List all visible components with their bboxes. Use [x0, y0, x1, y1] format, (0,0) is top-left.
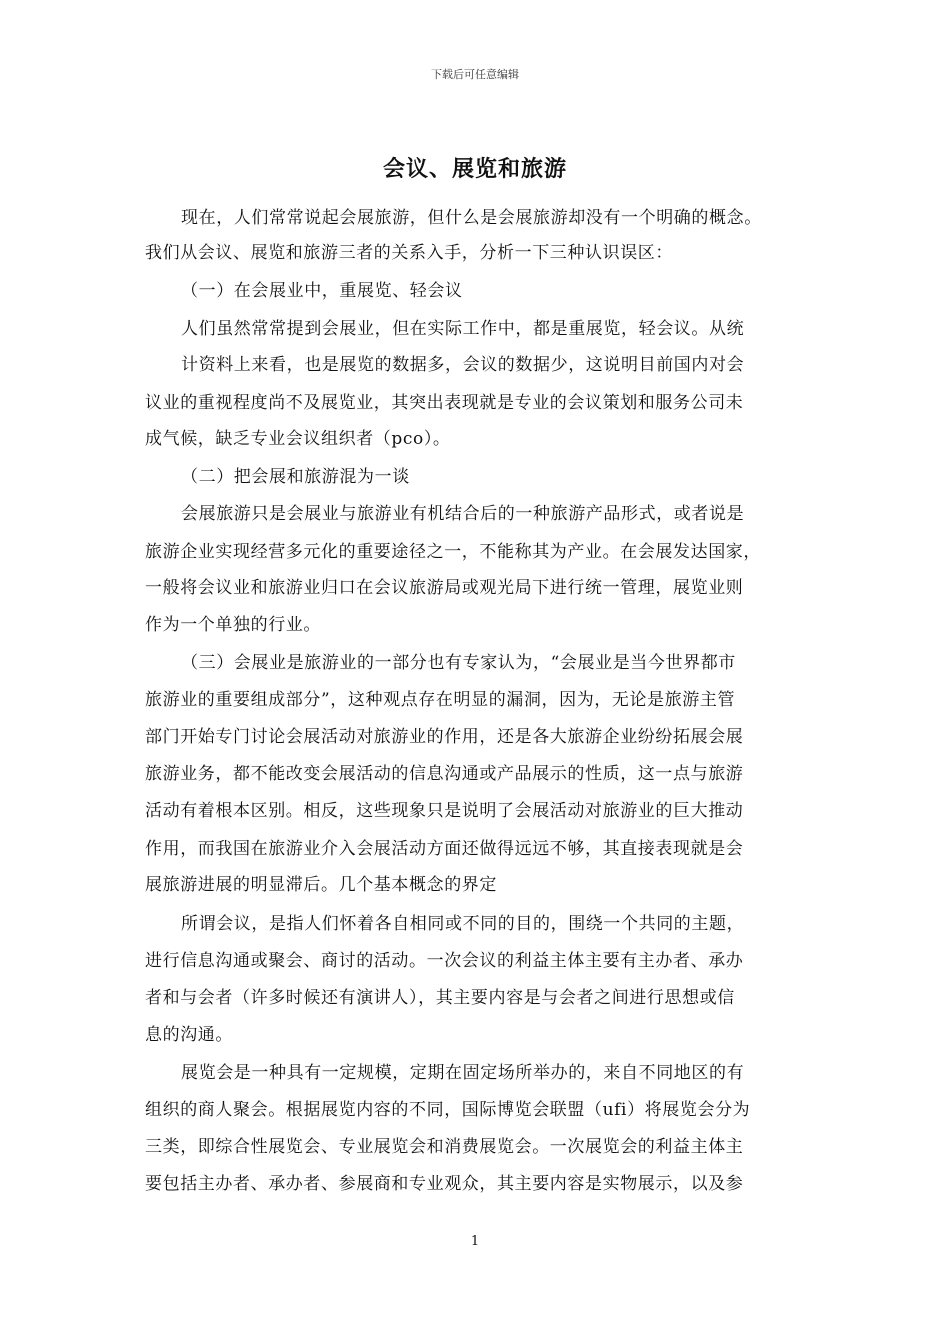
paragraph-line: 计资料上来看，也是展览的数据多，会议的数据少，这说明目前国内对会 — [181, 355, 745, 375]
section-heading: （一）在会展业中，重展览、轻会议 — [181, 281, 463, 301]
paragraph-line: 议业的重视程度尚不及展览业，其突出表现就是专业的会议策划和服务公司未 — [145, 393, 744, 413]
paragraph-line: 会展旅游只是会展业与旅游业有机结合后的一种旅游产品形式，或者说是 — [181, 504, 745, 524]
paragraph-line: 作为一个单独的行业。 — [145, 615, 321, 635]
paragraph-line: 所谓会议，是指人们怀着各自相同或不同的目的，围绕一个共同的主题， — [181, 914, 745, 934]
paragraph-line: 息的沟通。 — [145, 1025, 233, 1045]
paragraph-line: 我们从会议、展览和旅游三者的关系入手，分析一下三种认识误区： — [145, 243, 673, 263]
page-header: 下载后可任意编辑 — [431, 68, 519, 81]
paragraph-line: 现在，人们常常说起会展旅游，但什么是会展旅游却没有一个明确的概念。 — [181, 208, 762, 228]
paragraph-line: 展览会是一种具有一定规模，定期在固定场所举办的，来自不同地区的有 — [181, 1063, 745, 1083]
paragraph-line: 旅游业务，都不能改变会展活动的信息沟通或产品展示的性质，这一点与旅游 — [145, 764, 744, 784]
section-heading: （三）会展业是旅游业的一部分也有专家认为，“会展业是当今世界都市 — [181, 653, 736, 673]
paragraph-line: 三类，即综合性展览会、专业展览会和消费展览会。一次展览会的利益主体主 — [145, 1137, 744, 1157]
paragraph-line: 要包括主办者、承办者、参展商和专业观众，其主要内容是实物展示，以及参 — [145, 1174, 744, 1194]
paragraph-line: 成气候，缺乏专业会议组织者（pco）。 — [145, 429, 451, 449]
paragraph-line: 进行信息沟通或聚会、商讨的活动。一次会议的利益主体主要有主办者、承办 — [145, 951, 744, 971]
paragraph-line: 者和与会者（许多时候还有演讲人），其主要内容是与会者之间进行思想或信 — [145, 988, 735, 1008]
paragraph-line: 展旅游进展的明显滞后。几个基本概念的界定 — [145, 875, 497, 895]
paragraph-line: 一般将会议业和旅游业归口在会议旅游局或观光局下进行统一管理，展览业则 — [145, 578, 744, 598]
paragraph-line: 活动有着根本区别。相反，这些现象只是说明了会展活动对旅游业的巨大推动 — [145, 801, 744, 821]
paragraph-line: 旅游企业实现经营多元化的重要途径之一，不能称其为产业。在会展发达国家， — [145, 542, 761, 562]
page-number: 1 — [470, 1234, 480, 1249]
document-title: 会议、展览和旅游 — [382, 156, 567, 182]
paragraph-line: 人们虽然常常提到会展业，但在实际工作中，都是重展览，轻会议。从统 — [181, 319, 745, 339]
section-heading: （二）把会展和旅游混为一谈 — [181, 467, 410, 487]
paragraph-line: 组织的商人聚会。根据展览内容的不同，国际博览会联盟（ufi）将展览会分为 — [145, 1100, 751, 1120]
paragraph-line: 部门开始专门讨论会展活动对旅游业的作用，还是各大旅游企业纷纷拓展会展 — [145, 727, 744, 747]
paragraph-line: 旅游业的重要组成部分”，这种观点存在明显的漏洞，因为，无论是旅游主管 — [145, 690, 736, 710]
paragraph-line: 作用，而我国在旅游业介入会展活动方面还做得远远不够，其直接表现就是会 — [145, 839, 744, 859]
